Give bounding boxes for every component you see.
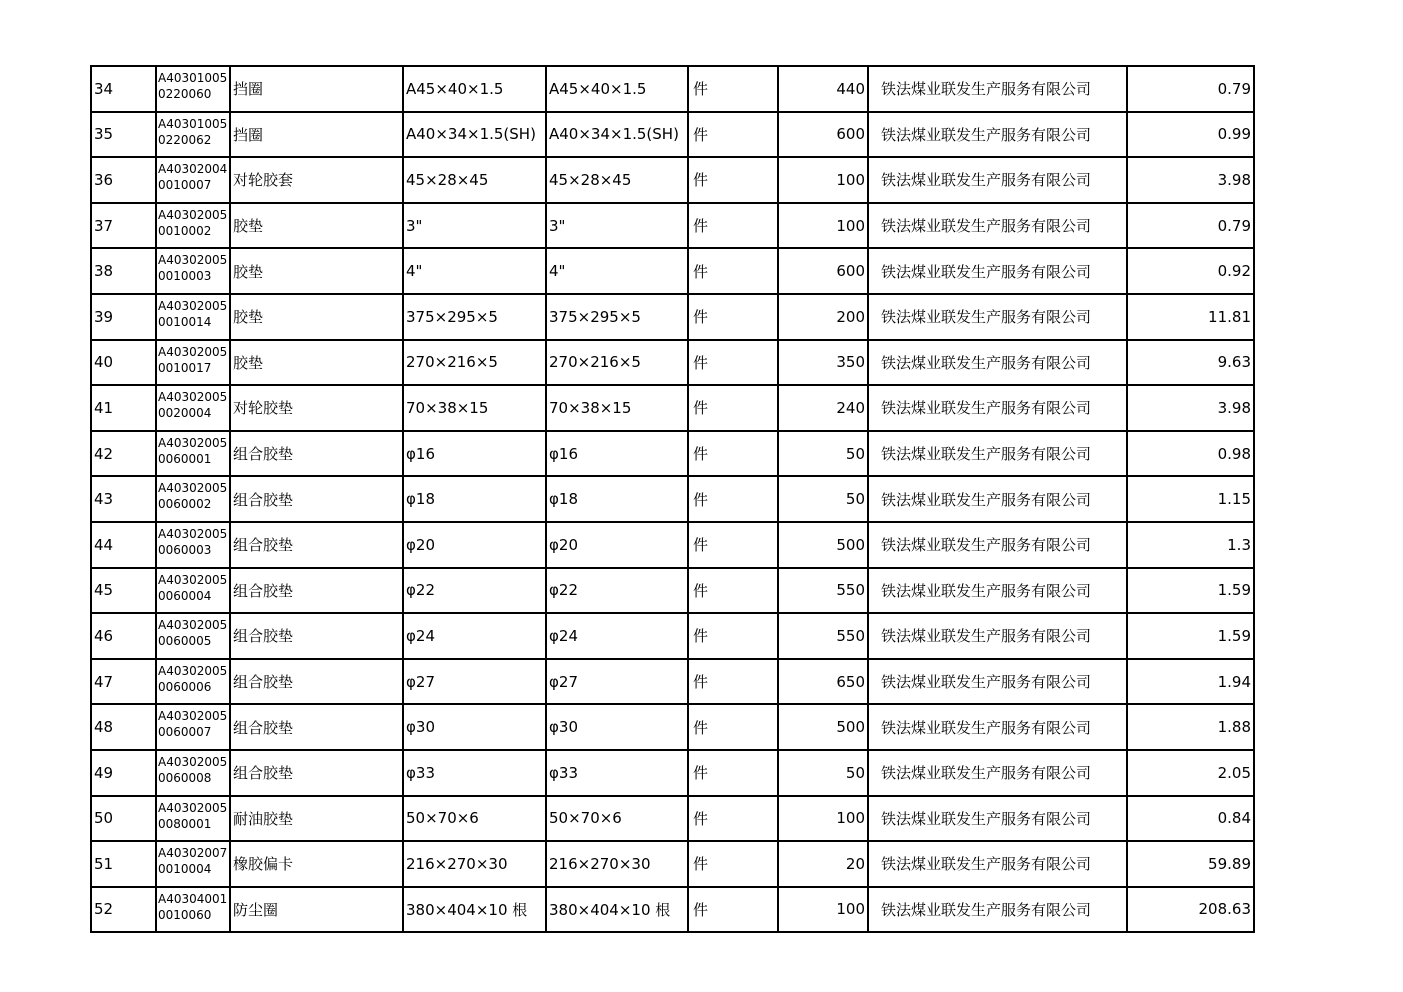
unit-cell: 件 [688,476,778,522]
table-row [91,112,1254,158]
unit-cell: 件 [688,613,778,659]
material-code-cell: A403020070010004 [156,841,230,887]
price-cell: 1.59 [1127,568,1254,614]
material-name-cell: 橡胶偏卡 [230,841,403,887]
table-row [91,248,1254,294]
material-name-cell: 组合胶垫 [230,522,403,568]
table-row [91,841,1254,887]
material-code-cell: A403020050080001 [156,796,230,842]
quantity-cell: 100 [778,796,868,842]
material-name-cell: 防尘圈 [230,887,403,933]
spec-cell: φ24 [403,613,546,659]
model-cell: φ24 [546,613,688,659]
model-cell: 4" [546,248,688,294]
spec-cell: 45×28×45 [403,157,546,203]
material-name-cell: 耐油胶垫 [230,796,403,842]
supplier-cell: 铁法煤业联发生产服务有限公司 [868,431,1127,477]
quantity-cell: 50 [778,431,868,477]
table-row [91,704,1254,750]
row-number-cell: 47 [91,659,156,705]
price-cell: 11.81 [1127,294,1254,340]
price-cell: 2.05 [1127,750,1254,796]
spec-cell: 70×38×15 [403,385,546,431]
material-name-cell: 组合胶垫 [230,431,403,477]
spec-cell: φ30 [403,704,546,750]
material-name-cell: 挡圈 [230,66,403,112]
supplier-cell: 铁法煤业联发生产服务有限公司 [868,294,1127,340]
supplier-cell: 铁法煤业联发生产服务有限公司 [868,66,1127,112]
material-code-cell: A403020050060005 [156,613,230,659]
table-row [91,750,1254,796]
row-number-cell: 46 [91,613,156,659]
quantity-cell: 550 [778,568,868,614]
spec-cell: φ18 [403,476,546,522]
spec-cell: φ22 [403,568,546,614]
table-row [91,66,1254,112]
row-number-cell: 48 [91,704,156,750]
row-number-cell: 49 [91,750,156,796]
quantity-cell: 50 [778,750,868,796]
material-name-cell: 胶垫 [230,203,403,249]
unit-cell: 件 [688,796,778,842]
unit-cell: 件 [688,522,778,568]
price-cell: 0.79 [1127,66,1254,112]
price-cell: 1.59 [1127,613,1254,659]
spec-cell: 50×70×6 [403,796,546,842]
table-row [91,294,1254,340]
supplier-cell: 铁法煤业联发生产服务有限公司 [868,750,1127,796]
material-name-cell: 对轮胶垫 [230,385,403,431]
model-cell: 70×38×15 [546,385,688,431]
spec-cell: A45×40×1.5 [403,66,546,112]
price-cell: 1.15 [1127,476,1254,522]
material-code-cell: A403020050060008 [156,750,230,796]
supplier-cell: 铁法煤业联发生产服务有限公司 [868,796,1127,842]
price-cell: 9.63 [1127,340,1254,386]
quantity-cell: 200 [778,294,868,340]
unit-cell: 件 [688,704,778,750]
supplier-cell: 铁法煤业联发生产服务有限公司 [868,385,1127,431]
table-row [91,522,1254,568]
model-cell: A40×34×1.5(SH) [546,112,688,158]
price-cell: 0.79 [1127,203,1254,249]
spec-cell: φ20 [403,522,546,568]
supplier-cell: 铁法煤业联发生产服务有限公司 [868,157,1127,203]
row-number-cell: 35 [91,112,156,158]
unit-cell: 件 [688,887,778,933]
table-row [91,613,1254,659]
row-number-cell: 42 [91,431,156,477]
quantity-cell: 100 [778,887,868,933]
spec-cell: φ33 [403,750,546,796]
model-cell: φ18 [546,476,688,522]
material-code-cell: A403020050010014 [156,294,230,340]
price-cell: 3.98 [1127,157,1254,203]
material-code-cell: A403010050220062 [156,112,230,158]
quantity-cell: 500 [778,522,868,568]
supplier-cell: 铁法煤业联发生产服务有限公司 [868,568,1127,614]
material-code-cell: A403020050010003 [156,248,230,294]
price-cell: 1.88 [1127,704,1254,750]
supplier-cell: 铁法煤业联发生产服务有限公司 [868,522,1127,568]
row-number-cell: 41 [91,385,156,431]
spec-cell: 380×404×10 根 [403,887,546,933]
row-number-cell: 51 [91,841,156,887]
quantity-cell: 600 [778,112,868,158]
model-cell: 216×270×30 [546,841,688,887]
unit-cell: 件 [688,568,778,614]
quantity-cell: 240 [778,385,868,431]
quantity-cell: 550 [778,613,868,659]
supplier-cell: 铁法煤业联发生产服务有限公司 [868,248,1127,294]
table-row [91,659,1254,705]
quantity-cell: 350 [778,340,868,386]
material-name-cell: 挡圈 [230,112,403,158]
price-cell: 0.98 [1127,431,1254,477]
table-row [91,157,1254,203]
price-cell: 0.84 [1127,796,1254,842]
model-cell: 3" [546,203,688,249]
material-code-cell: A403020050060002 [156,476,230,522]
material-code-cell: A403020050020004 [156,385,230,431]
unit-cell: 件 [688,750,778,796]
table-row [91,385,1254,431]
material-code-cell: A403020050060007 [156,704,230,750]
supplier-cell: 铁法煤业联发生产服务有限公司 [868,112,1127,158]
supplier-cell: 铁法煤业联发生产服务有限公司 [868,203,1127,249]
price-table [90,65,1255,933]
row-number-cell: 44 [91,522,156,568]
material-code-cell: A403040010010060 [156,887,230,933]
table-row [91,887,1254,933]
unit-cell: 件 [688,66,778,112]
unit-cell: 件 [688,294,778,340]
model-cell: 375×295×5 [546,294,688,340]
material-code-cell: A403010050220060 [156,66,230,112]
row-number-cell: 50 [91,796,156,842]
material-code-cell: A403020040010007 [156,157,230,203]
material-code-cell: A403020050010002 [156,203,230,249]
spec-cell: 216×270×30 [403,841,546,887]
supplier-cell: 铁法煤业联发生产服务有限公司 [868,841,1127,887]
row-number-cell: 34 [91,66,156,112]
supplier-cell: 铁法煤业联发生产服务有限公司 [868,704,1127,750]
model-cell: φ33 [546,750,688,796]
price-cell: 1.3 [1127,522,1254,568]
table-row [91,203,1254,249]
material-name-cell: 对轮胶套 [230,157,403,203]
table-row [91,476,1254,522]
material-code-cell: A403020050060006 [156,659,230,705]
spec-cell: 4" [403,248,546,294]
unit-cell: 件 [688,431,778,477]
model-cell: A45×40×1.5 [546,66,688,112]
spec-cell: φ27 [403,659,546,705]
supplier-cell: 铁法煤业联发生产服务有限公司 [868,659,1127,705]
spec-cell: A40×34×1.5(SH) [403,112,546,158]
unit-cell: 件 [688,659,778,705]
model-cell: 50×70×6 [546,796,688,842]
model-cell: φ20 [546,522,688,568]
unit-cell: 件 [688,157,778,203]
table-body [91,66,1254,932]
supplier-cell: 铁法煤业联发生产服务有限公司 [868,887,1127,933]
model-cell: 45×28×45 [546,157,688,203]
material-code-cell: A403020050010017 [156,340,230,386]
material-code-cell: A403020050060001 [156,431,230,477]
material-name-cell: 组合胶垫 [230,659,403,705]
model-cell: φ27 [546,659,688,705]
price-cell: 3.98 [1127,385,1254,431]
model-cell: φ16 [546,431,688,477]
unit-cell: 件 [688,248,778,294]
row-number-cell: 45 [91,568,156,614]
material-name-cell: 组合胶垫 [230,704,403,750]
quantity-cell: 440 [778,66,868,112]
row-number-cell: 37 [91,203,156,249]
spec-cell: 270×216×5 [403,340,546,386]
row-number-cell: 39 [91,294,156,340]
quantity-cell: 100 [778,203,868,249]
material-name-cell: 胶垫 [230,294,403,340]
row-number-cell: 43 [91,476,156,522]
spec-cell: 3" [403,203,546,249]
material-code-cell: A403020050060004 [156,568,230,614]
spec-cell: φ16 [403,431,546,477]
price-cell: 1.94 [1127,659,1254,705]
quantity-cell: 50 [778,476,868,522]
price-cell: 0.99 [1127,112,1254,158]
material-name-cell: 组合胶垫 [230,476,403,522]
row-number-cell: 40 [91,340,156,386]
supplier-cell: 铁法煤业联发生产服务有限公司 [868,476,1127,522]
model-cell: φ30 [546,704,688,750]
supplier-cell: 铁法煤业联发生产服务有限公司 [868,340,1127,386]
price-cell: 208.63 [1127,887,1254,933]
row-number-cell: 36 [91,157,156,203]
material-name-cell: 组合胶垫 [230,613,403,659]
spec-cell: 375×295×5 [403,294,546,340]
price-cell: 0.92 [1127,248,1254,294]
unit-cell: 件 [688,203,778,249]
supplier-cell: 铁法煤业联发生产服务有限公司 [868,613,1127,659]
unit-cell: 件 [688,112,778,158]
quantity-cell: 650 [778,659,868,705]
table-row [91,796,1254,842]
material-name-cell: 胶垫 [230,340,403,386]
table-row [91,340,1254,386]
row-number-cell: 38 [91,248,156,294]
price-cell: 59.89 [1127,841,1254,887]
quantity-cell: 100 [778,157,868,203]
unit-cell: 件 [688,385,778,431]
model-cell: 270×216×5 [546,340,688,386]
model-cell: φ22 [546,568,688,614]
model-cell: 380×404×10 根 [546,887,688,933]
quantity-cell: 500 [778,704,868,750]
quantity-cell: 600 [778,248,868,294]
unit-cell: 件 [688,841,778,887]
material-name-cell: 胶垫 [230,248,403,294]
unit-cell: 件 [688,340,778,386]
material-code-cell: A403020050060003 [156,522,230,568]
table-row [91,568,1254,614]
material-name-cell: 组合胶垫 [230,750,403,796]
quantity-cell: 20 [778,841,868,887]
row-number-cell: 52 [91,887,156,933]
table-row [91,431,1254,477]
material-name-cell: 组合胶垫 [230,568,403,614]
